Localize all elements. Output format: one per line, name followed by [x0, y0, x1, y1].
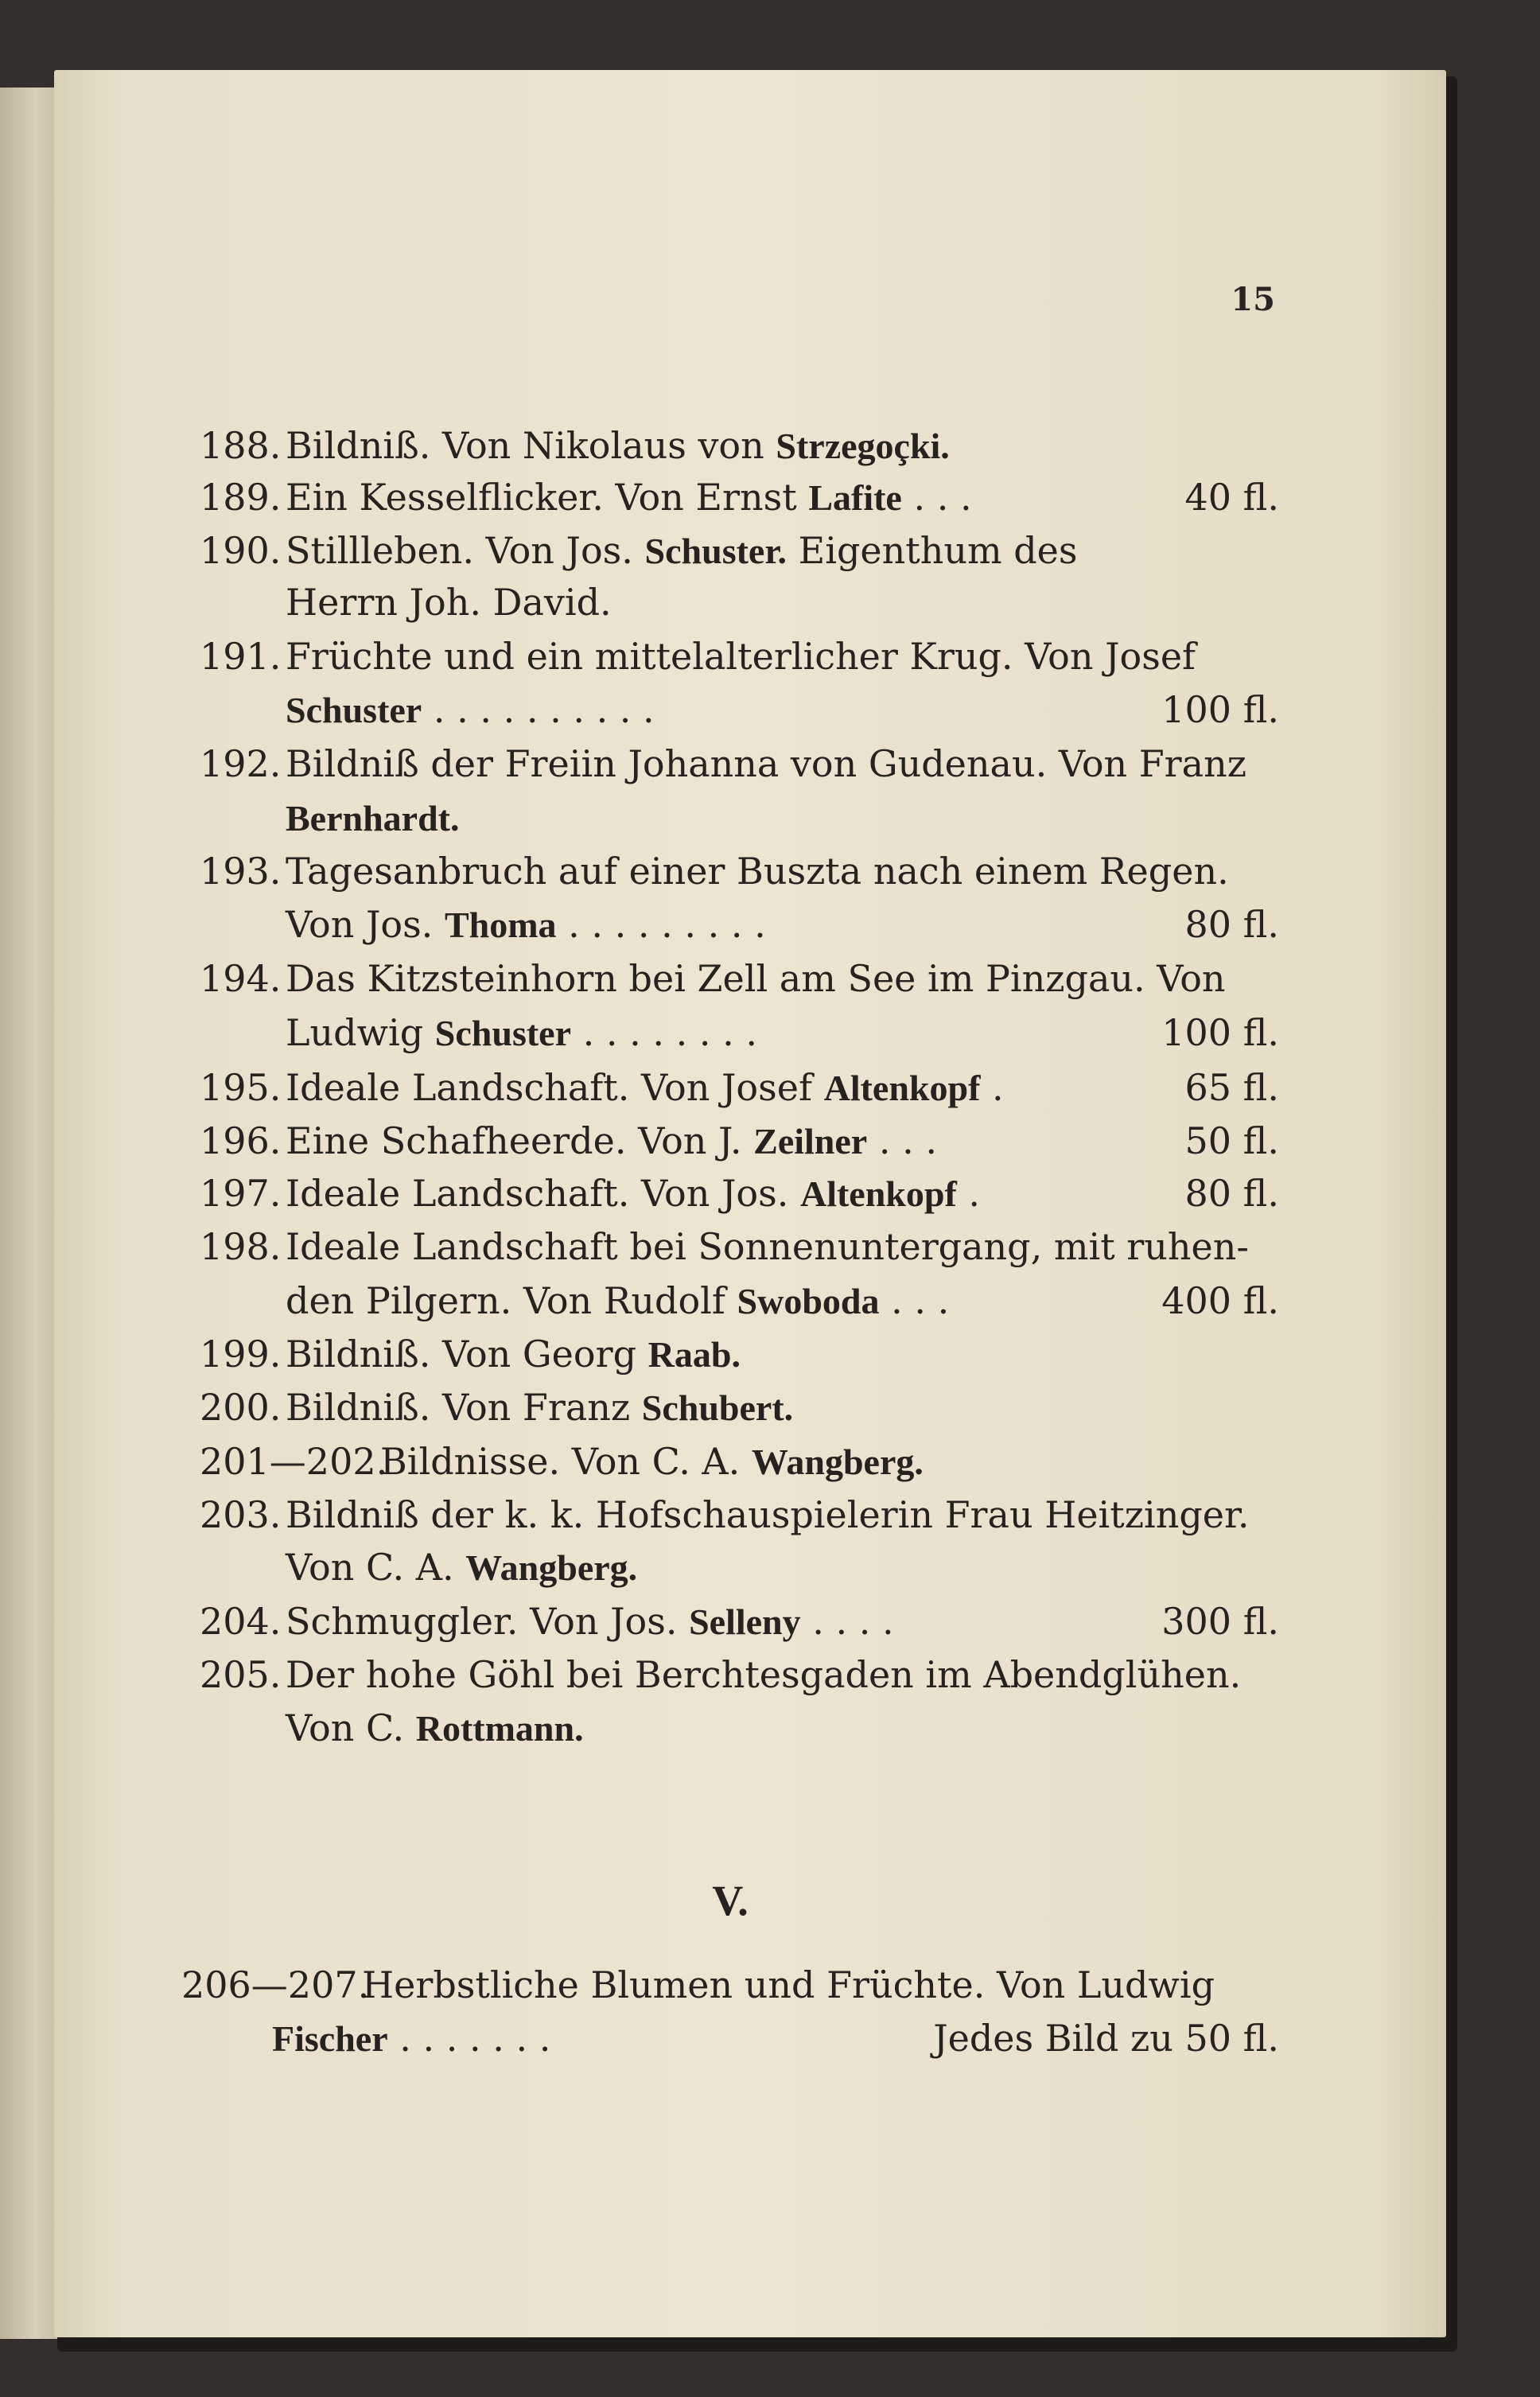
entry-text: Bildniß der Freiin Johanna von Gudenau. Von Franz [286, 742, 1246, 785]
catalog-entry-line [286, 1007, 757, 1058]
catalog-entry-line [286, 899, 766, 950]
artist-name: Schuster [286, 690, 422, 730]
artist-name: Schubert. [641, 1387, 794, 1428]
artist-name: Altenkopf [799, 1173, 957, 1214]
entry-text: Tagesanbruch auf einer Buszta nach einem Regen. [286, 850, 1229, 893]
catalog-entry-line [286, 1275, 949, 1326]
leader-dots: . . . [867, 1119, 937, 1162]
artist-name: Fischer [272, 2018, 388, 2059]
entry-number: 206—207. [181, 1963, 370, 2006]
catalog-entry-line [200, 1221, 1249, 1272]
entry-text: Bildniß. Von Franz [286, 1386, 642, 1429]
entry-number: 204. [200, 1600, 282, 1643]
catalog-entry-line [200, 472, 972, 523]
leader-dots: . . . . . . . . [571, 1011, 757, 1054]
entry-number: 195. [200, 1066, 282, 1109]
catalog-entry-line [200, 846, 1229, 897]
catalog-entry-line [286, 1542, 637, 1593]
section-heading: V. [712, 1877, 749, 1924]
leader-dots: . . . . . . . . . [556, 903, 766, 946]
catalog-entry-line [200, 1329, 741, 1379]
entry-text: Früchte und ein mittelalterlicher Krug. Von Josef [286, 635, 1196, 678]
entry-number: 191. [200, 635, 282, 678]
entry-text: den Pilgern. Von Rudolf [286, 1279, 737, 1322]
catalog-entry-line [200, 1168, 980, 1219]
artist-name: Strzegoçki. [776, 426, 950, 466]
artist-name: Rottmann. [415, 1708, 584, 1749]
entry-text: Stillleben. Von Jos. [286, 529, 645, 572]
entry-text: Herbstliche Blumen und Früchte. Von Ludwig [362, 1963, 1215, 2006]
catalog-entry-line [200, 738, 1246, 789]
entry-text: Ideale Landschaft bei Sonnenuntergang, mit ruhen- [286, 1225, 1249, 1268]
entry-text: Bildnisse. Von C. A. [380, 1440, 752, 1483]
artist-name: Schuster [434, 1013, 572, 1053]
entry-number: 196. [200, 1119, 282, 1162]
entry-number: 198. [200, 1225, 282, 1268]
catalog-entry-line [200, 1649, 1241, 1700]
entry-number: 203. [200, 1493, 282, 1536]
leader-dots: . [980, 1066, 1004, 1109]
entry-text: Von Jos. [286, 903, 445, 946]
entry-text: Ludwig [286, 1011, 435, 1054]
entry-text: Eine Schafheerde. Von J. [286, 1119, 754, 1162]
entry-text: Schmuggler. Von Jos. [286, 1600, 690, 1643]
catalog-entry-line [286, 1702, 584, 1753]
entry-number: 189. [200, 476, 282, 519]
catalog-entry-line [286, 684, 655, 735]
entry-price: 65 fl. [1184, 1066, 1279, 1109]
entry-price: 50 fl. [1184, 1119, 1279, 1162]
catalog-entry-line [200, 953, 1226, 1004]
entry-number: 193. [200, 850, 282, 893]
artist-name: Wangberg. [465, 1547, 638, 1588]
catalog-entry-line [200, 1489, 1250, 1540]
catalog-page [54, 70, 1446, 2337]
catalog-entry-line [200, 1062, 1004, 1113]
entry-number: 205. [200, 1653, 282, 1696]
artist-name: Zeilner [753, 1121, 868, 1162]
entry-price: 80 fl. [1184, 1172, 1279, 1215]
catalog-entry-line [200, 631, 1196, 682]
artist-name: Thoma [444, 905, 557, 945]
entry-text: Der hohe Göhl bei Berchtesgaden im Abendglühen. [286, 1653, 1242, 1696]
entry-text: Ideale Landschaft. Von Josef [286, 1066, 824, 1109]
catalog-entry-line [286, 792, 460, 843]
entry-price: 80 fl. [1184, 903, 1279, 946]
entry-text: Herrn Joh. David. [286, 581, 612, 624]
catalog-entry-line [200, 1115, 937, 1166]
artist-name: Bernhardt. [286, 798, 460, 839]
entry-price: 100 fl. [1161, 1011, 1279, 1054]
entry-number: 188. [200, 424, 282, 467]
leader-dots: . . . . . . . . . . [422, 688, 655, 731]
entry-text: Bildniß. Von Nikolaus von [286, 424, 776, 467]
catalog-list [54, 70, 1446, 2337]
catalog-entry-line [200, 420, 950, 471]
entry-number: 199. [200, 1333, 282, 1376]
entry-text: Bildniß der k. k. Hofschauspielerin Frau Heitzinger. [286, 1493, 1250, 1536]
leader-dots: . [956, 1172, 981, 1215]
entry-text: Eigenthum des [787, 529, 1078, 572]
leader-dots: . . . . . . . [387, 2017, 551, 2060]
artist-name: Schuster. [644, 531, 788, 571]
leader-dots: . . . [879, 1279, 950, 1322]
catalog-entry-line [200, 1382, 793, 1433]
entry-price: 400 fl. [1161, 1279, 1279, 1322]
entry-price: 40 fl. [1184, 476, 1279, 519]
catalog-entry-line [200, 525, 1078, 576]
artist-name: Swoboda [737, 1281, 880, 1321]
entry-text: Von C. [286, 1706, 416, 1749]
entry-number: 192. [200, 742, 282, 785]
catalog-entry-line [286, 577, 612, 628]
catalog-entry-line [200, 1596, 894, 1647]
artist-name: Selleny [689, 1601, 801, 1642]
artist-name: Raab. [648, 1334, 741, 1375]
artist-name: Altenkopf [823, 1068, 981, 1108]
entry-number: 200. [200, 1386, 282, 1429]
entry-number: 190. [200, 529, 282, 572]
entry-number: 201—202. [200, 1440, 388, 1483]
entry-price: 100 fl. [1161, 688, 1279, 731]
entry-text: Das Kitzsteinhorn bei Zell am See im Pinzgau. Von [286, 957, 1226, 1000]
entry-text: Ideale Landschaft. Von Jos. [286, 1172, 800, 1215]
catalog-entry-line [200, 1436, 924, 1487]
leader-dots: . . . [901, 476, 972, 519]
catalog-entry-line [181, 1959, 1215, 2010]
entry-number: 194. [200, 957, 282, 1000]
entry-price: 300 fl. [1161, 1600, 1279, 1643]
entry-text: Von C. A. [286, 1546, 466, 1589]
entry-text: Ein Kesselflicker. Von Ernst [286, 476, 809, 519]
entry-text: Bildniß. Von Georg [286, 1333, 648, 1376]
leader-dots: . . . . [800, 1600, 894, 1643]
artist-name: Wangberg. [751, 1442, 924, 1482]
entry-number: 197. [200, 1172, 282, 1215]
entry-price: Jedes Bild zu 50 fl. [933, 2017, 1279, 2060]
artist-name: Lafite [808, 477, 902, 518]
catalog-entry-line [272, 2013, 550, 2064]
page-number: 15 [1231, 281, 1275, 318]
